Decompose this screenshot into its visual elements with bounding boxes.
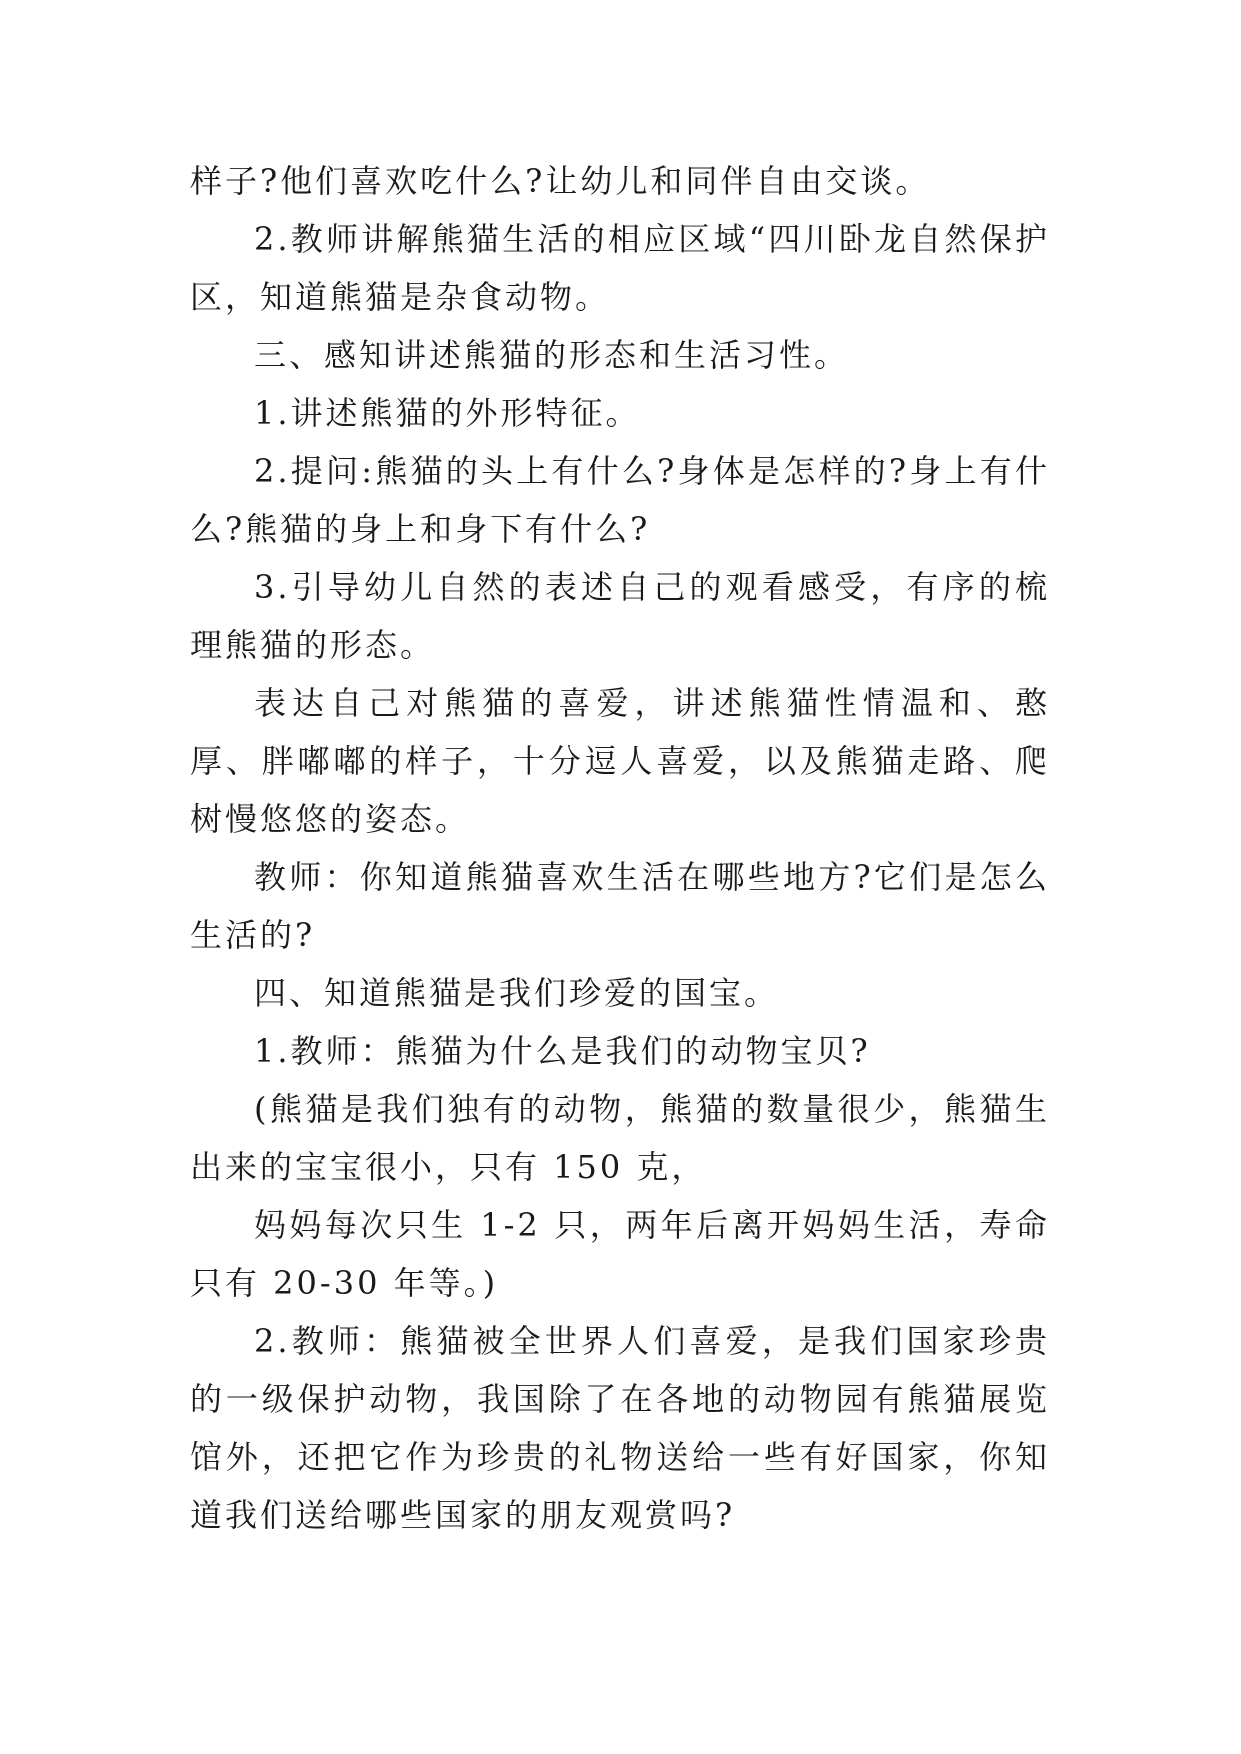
- paragraph-4: 1.讲述熊猫的外形特征。: [254, 394, 641, 432]
- paragraph-11: (熊猫是我们独有的动物，熊猫的数量很少，熊猫生出来的宝宝很小，只有 150 克，: [190, 1090, 1050, 1186]
- paragraph-12: 妈妈每次只生 1-2 只，两年后离开妈妈生活，寿命只有 20-30 年等。): [190, 1206, 1050, 1302]
- paragraph-7: 表达自己对熊猫的喜爱，讲述熊猫性情温和、憨厚、胖嘟嘟的样子，十分逗人喜爱，以及熊猫走路、爬树慢悠悠的姿态。: [190, 684, 1050, 838]
- paragraph-13: 2.教师：熊猫被全世界人们喜爱，是我们国家珍贵的一级保护动物，我国除了在各地的动物园有熊猫展览馆外，还把它作为珍贵的礼物送给一些有好国家，你知道我们送给哪些国家的朋友观赏吗?: [190, 1322, 1050, 1534]
- paragraph-6: 3.引导幼儿自然的表述自己的观看感受，有序的梳理熊猫的形态。: [190, 568, 1050, 664]
- paragraph-1: 样子?他们喜欢吃什么?让幼儿和同伴自由交谈。: [190, 162, 931, 200]
- document-body: [190, 152, 1050, 1544]
- section-heading-3: 三、感知讲述熊猫的形态和生活习性。: [254, 336, 850, 374]
- paragraph-5: 2.提问:熊猫的头上有什么?身体是怎样的?身上有什么?熊猫的身上和身下有什么?: [190, 452, 1050, 548]
- paragraph-2: 2.教师讲解熊猫生活的相应区域“四川卧龙自然保护区，知道熊猫是杂食动物。: [190, 220, 1050, 316]
- paragraph-10: 1.教师：熊猫为什么是我们的动物宝贝?: [254, 1032, 871, 1070]
- paragraph-8: 教师：你知道熊猫喜欢生活在哪些地方?它们是怎么生活的?: [190, 858, 1050, 954]
- section-heading-4: 四、知道熊猫是我们珍爱的国宝。: [254, 974, 780, 1012]
